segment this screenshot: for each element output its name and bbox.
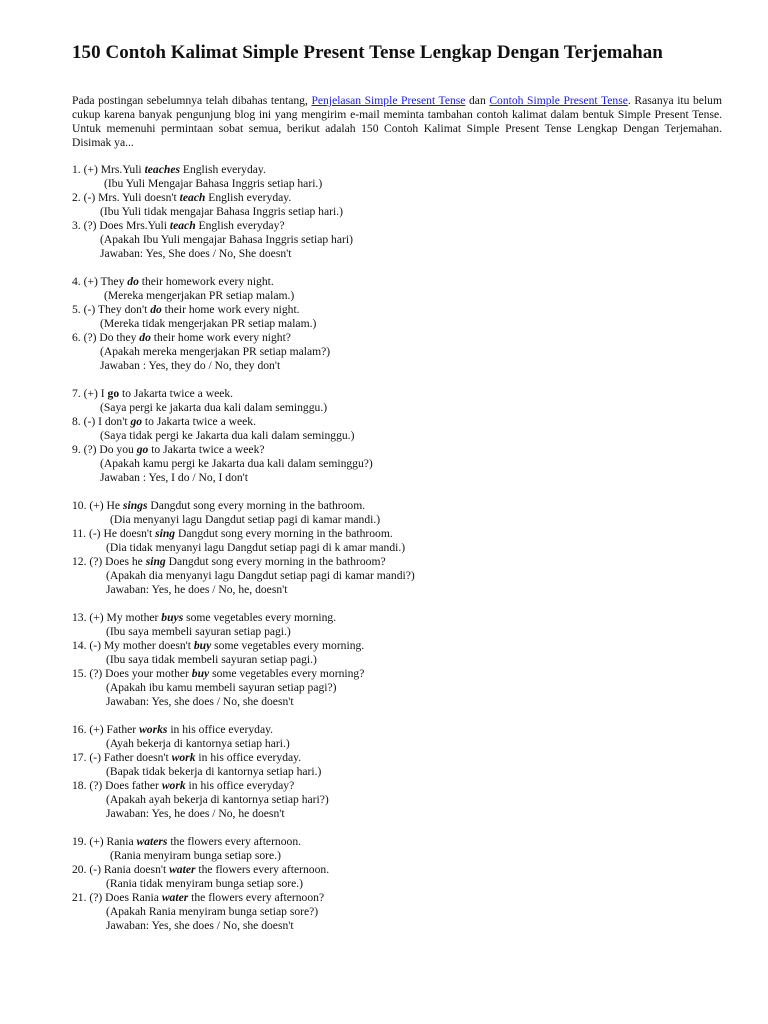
verb-highlight: sing [145,554,166,568]
sentence-end: in his office everyday. [195,750,302,764]
example-sentence [72,751,722,765]
translation-line: (Apakah dia menyanyi lagu Dangdut setiap pagi di kamar mandi?) [106,568,415,582]
verb-highlight: buys [161,610,184,624]
sentence-end: English everyday. [205,190,292,204]
sentence-start: 7. (+) I [72,386,108,400]
sentence-start: 12. (?) Does he [72,554,146,568]
sentence-start: 18. (?) Does father [72,778,162,792]
example-sentence [72,639,722,653]
verb-highlight: sings [122,498,148,512]
verb-highlight: waters [136,834,168,848]
verb-highlight: buy [191,666,210,680]
example-sentence [72,303,722,317]
verb-highlight: go [136,442,149,456]
sentence-start: 19. (+) Rania [72,834,137,848]
sentence-start: 4. (+) They [72,274,128,288]
sentence-end: some vegetables every morning. [183,610,337,624]
sentence-end: in his office everyday? [185,778,295,792]
link-penjelasan-simple-present-tense[interactable]: Penjelasan Simple Present Tense [311,93,466,107]
sentence-start: 10. (+) He [72,498,123,512]
answer-line: Jawaban: Yes, she does / No, she doesn't [106,694,294,708]
verb-highlight: do [150,302,162,316]
sentence-start: 9. (?) Do you [72,442,137,456]
example-sentence [72,667,722,681]
verb-highlight: do [139,330,151,344]
example-sentence [72,723,722,737]
sentence-end: some vegetables every morning? [209,666,365,680]
translation-line: (Ibu saya tidak membeli sayuran setiap pagi.) [106,652,317,666]
translation-line: (Saya pergi ke jakarta dua kali dalam seminggu.) [100,400,328,414]
example-sentence [72,275,722,289]
example-sentence [72,499,722,513]
page-title: 150 Contoh Kalimat Simple Present Tense Lengkap Dengan Terjemahan [72,42,663,63]
intro-prefix: Pada postingan sebelumnya telah dibahas tentang, [72,93,312,107]
example-group [72,275,722,373]
example-sentence [72,527,722,541]
sentence-start: 3. (?) Does Mrs.Yuli [72,218,170,232]
sentence-end: Dangdut song every morning in the bathroom. [147,498,366,512]
verb-highlight: work [161,778,186,792]
intro-suffix: . Rasanya itu belum cukup karena banyak pengunjung blog ini yang mengirim e-mail meminta tambahan contoh kalimat dalam bentuk Simple Present Tense. Untuk memenuhi permintaan sobat semua, berikut adalah 150 Contoh Kalimat Simple Present Tense Lengkap Dengan Terjemahan. Disimak ya... [72,93,722,149]
translation-line: (Apakah mereka mengerjakan PR setiap malam?) [100,344,331,358]
verb-highlight: go [107,386,120,400]
sentence-start: 17. (-) Father doesn't [72,750,172,764]
verb-highlight: teach [179,190,206,204]
verb-highlight: works [139,722,168,736]
sentence-end: to Jakarta twice a week? [148,442,265,456]
example-group [72,163,722,261]
translation-line: (Mereka tidak mengerjakan PR setiap malam.) [100,316,317,330]
translation-line: (Mereka mengerjakan PR setiap malam.) [104,288,295,302]
translation-line: (Dia menyanyi lagu Dangdut setiap pagi di kamar mandi.) [110,512,381,526]
verb-highlight: sing [155,526,176,540]
verb-highlight: water [161,890,189,904]
example-sentence [72,387,722,401]
sentence-end: their home work every night. [161,302,300,316]
example-sentence [72,219,722,233]
link-contoh-simple-present-tense[interactable]: Contoh Simple Present Tense [489,93,628,107]
example-sentence [72,331,722,345]
verb-highlight: work [171,750,196,764]
intro-mid: dan [465,93,490,107]
example-group [72,611,722,709]
translation-line: (Rania tidak menyiram bunga setiap sore.) [106,876,304,890]
answer-line: Jawaban : Yes, they do / No, they don't [100,358,281,372]
verb-highlight: do [127,274,139,288]
answer-line: Jawaban : Yes, I do / No, I don't [100,470,248,484]
sentence-end: their home work every night? [150,330,291,344]
translation-line: (Bapak tidak bekerja di kantornya setiap hari.) [106,764,322,778]
translation-line: (Ibu Yuli Mengajar Bahasa Inggris setiap hari.) [104,176,323,190]
sentence-end: the flowers every afternoon? [188,890,325,904]
sentence-end: their homework every night. [138,274,274,288]
sentence-start: 2. (-) Mrs. Yuli doesn't [72,190,180,204]
example-sentence [72,611,722,625]
sentence-start: 14. (-) My mother doesn't [72,638,194,652]
translation-line: (Ibu saya membeli sayuran setiap pagi.) [106,624,291,638]
sentence-start: 1. (+) Mrs.Yuli [72,162,145,176]
sentence-end: some vegetables every morning. [211,638,365,652]
sentence-start: 6. (?) Do they [72,330,140,344]
translation-line: (Apakah ibu kamu membeli sayuran setiap pagi?) [106,680,337,694]
sentence-start: 20. (-) Rania doesn't [72,862,170,876]
sentence-end: the flowers every afternoon. [167,834,302,848]
sentence-end: to Jakarta twice a week. [119,386,234,400]
sentence-start: 13. (+) My mother [72,610,162,624]
sentence-start: 8. (-) I don't [72,414,131,428]
example-sentence [72,191,722,205]
sentence-end: to Jakarta twice a week. [142,414,256,428]
verb-highlight: go [130,414,143,428]
sentence-end: Dangdut song every morning in the bathroom? [165,554,386,568]
translation-line: (Apakah Ibu Yuli mengajar Bahasa Inggris setiap hari) [100,232,353,246]
example-sentence [72,555,722,569]
translation-line: (Apakah kamu pergi ke Jakarta dua kali dalam seminggu?) [100,456,373,470]
sentence-start: 5. (-) They don't [72,302,151,316]
example-sentence [72,835,722,849]
verb-highlight: water [169,862,196,876]
translation-line: (Apakah Rania menyiram bunga setiap sore?) [106,904,319,918]
answer-line: Jawaban: Yes, she does / No, she doesn't [106,918,294,932]
sentence-end: in his office everyday. [167,722,274,736]
example-group [72,387,722,485]
example-list [72,163,722,933]
verb-highlight: teaches [144,162,180,176]
translation-line: (Ibu Yuli tidak mengajar Bahasa Inggris setiap hari.) [100,204,343,218]
sentence-end: English everyday. [179,162,266,176]
translation-line: (Saya tidak pergi ke Jakarta dua kali dalam seminggu.) [100,428,355,442]
example-group [72,723,722,821]
example-group [72,835,722,933]
example-sentence [72,891,722,905]
example-group [72,499,722,597]
answer-line: Jawaban: Yes, he does / No, he doesn't [106,806,285,820]
sentence-start: 15. (?) Does your mother [72,666,192,680]
sentence-end: the flowers every afternoon. [195,862,330,876]
example-sentence [72,163,722,177]
answer-line: Jawaban: Yes, She does / No, She doesn't [100,246,292,260]
sentence-start: 11. (-) He doesn't [72,526,156,540]
translation-line: (Dia tidak menyanyi lagu Dangdut setiap pagi di k amar mandi.) [106,540,406,554]
sentence-end: Dangdut song every morning in the bathroom. [175,526,393,540]
sentence-start: 21. (?) Does Rania [72,890,162,904]
sentence-start: 16. (+) Father [72,722,140,736]
example-sentence [72,779,722,793]
translation-line: (Rania menyiram bunga setiap sore.) [110,848,281,862]
example-sentence [72,863,722,877]
example-sentence [72,443,722,457]
translation-line: (Ayah bekerja di kantornya setiap hari.) [106,736,290,750]
sentence-end: English everyday? [195,218,285,232]
answer-line: Jawaban: Yes, he does / No, he, doesn't [106,582,288,596]
intro-paragraph [72,94,722,150]
example-sentence [72,415,722,429]
verb-highlight: buy [193,638,212,652]
translation-line: (Apakah ayah bekerja di kantornya setiap hari?) [106,792,329,806]
verb-highlight: teach [169,218,196,232]
